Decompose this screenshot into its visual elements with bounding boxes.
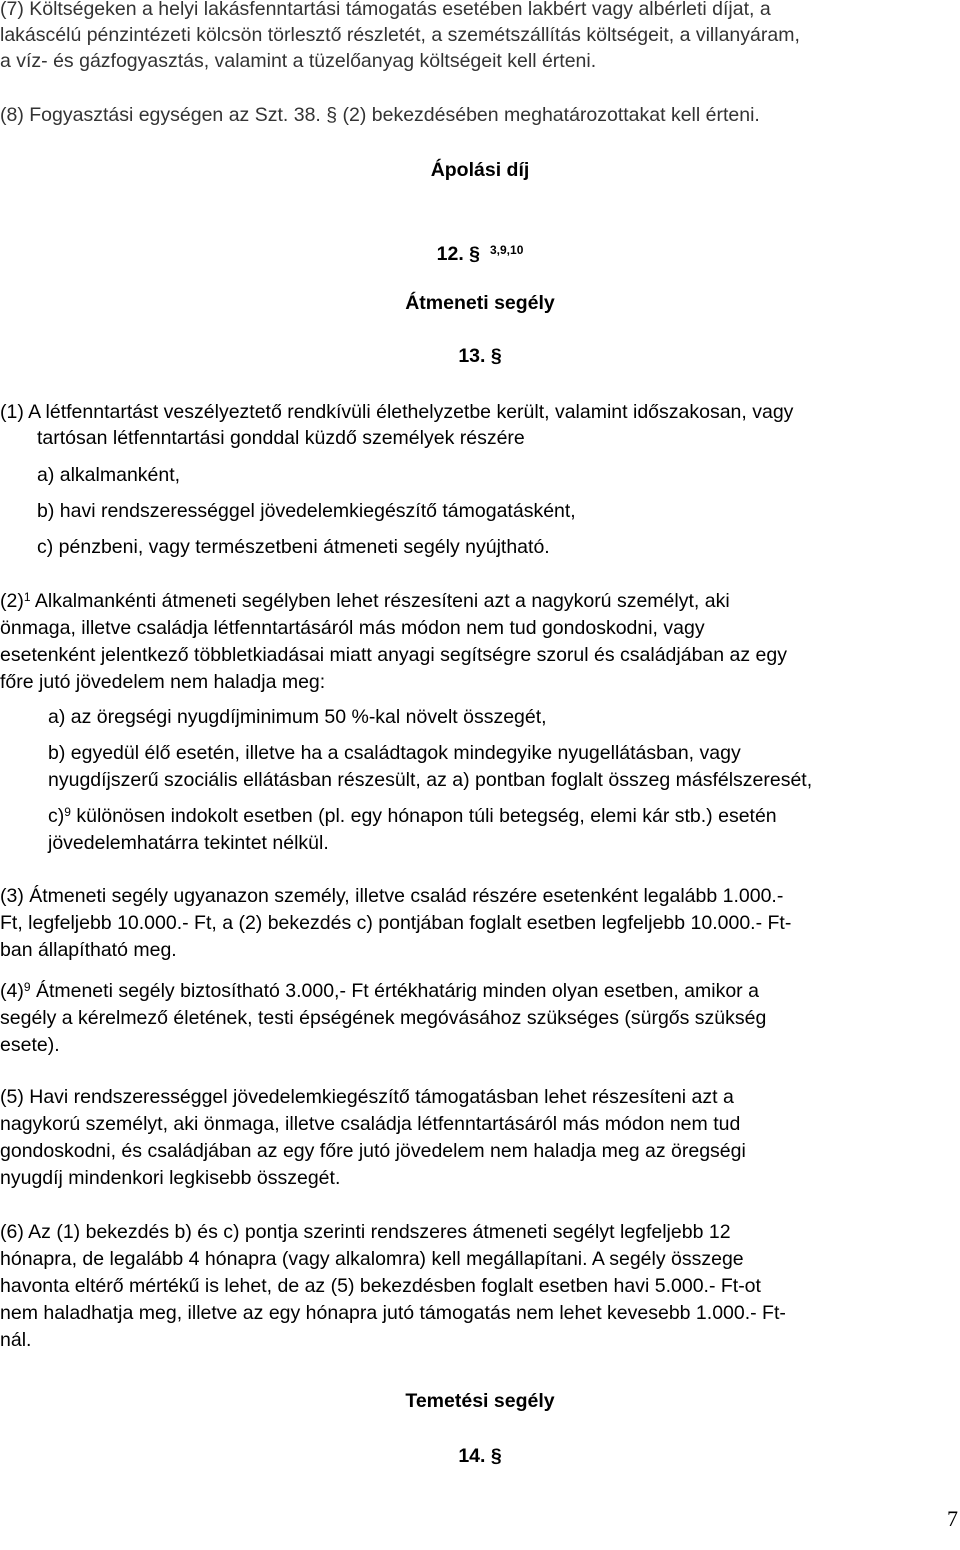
para-13-2-footnote: 1 [23, 590, 31, 604]
para-13-1-line-1: (1) A létfenntartást veszélyeztető rendkívüli élethelyzetbe került, valamint időszakosan, vagy [0, 401, 794, 423]
section-12-footnote: 3,9,10 [490, 243, 524, 257]
para-13-1-item-c: c) pénzbeni, vagy természetbeni átmeneti segély nyújtható. [37, 536, 550, 558]
heading-temetesi-segely: Temetési segély [405, 1390, 555, 1412]
para-13-2-item-c-footnote: 9 [64, 805, 71, 819]
para-13-6-line-2: hónapra, de legalább 4 hónapra (vagy alkalomra) kell megállapítani. A segély összege [0, 1248, 744, 1270]
page-number: 7 [947, 1506, 958, 1531]
para-13-2-item-c-line-1 [48, 803, 777, 829]
para-13-3-line-2: Ft, legfeljebb 10.000.- Ft, a (2) bekezdés c) pontjában foglalt esetben legfeljebb 10.000.- Ft- [0, 912, 792, 934]
para-7-line-2: lakáscélú pénzintézeti kölcsön törlesztő részletét, a szemétszállítás költségeit, a villanyáram, [0, 24, 800, 46]
para-13-6-line-5: nál. [0, 1329, 32, 1351]
para-13-4-line-3: esete). [0, 1034, 60, 1056]
para-7-line-3: a víz- és gázfogyasztás, valamint a tüzelőanyag költségeit kell érteni. [0, 50, 597, 72]
para-13-4-line-2: segély a kérelmező életének, testi épségének megóvásához szükséges (sürgős szükség [0, 1007, 767, 1029]
para-8: (8) Fogyasztási egységen az Szt. 38. § (2) bekezdésében meghatározottakat kell érteni. [0, 104, 760, 126]
section-12-number: 12. § [436, 243, 480, 265]
para-13-2-line-2: önmaga, illetve családja létfenntartásáról más módon nem tud gondoskodni, vagy [0, 617, 705, 639]
para-13-4-line-1 [0, 978, 759, 1004]
para-13-2-item-b-line-1: b) egyedül élő esetén, illetve ha a családtagok mindegyike nyugellátásban, vagy [48, 742, 741, 764]
para-13-2-label: (2) [0, 590, 24, 612]
para-13-3-line-3: ban állapítható meg. [0, 939, 177, 961]
para-13-5-line-2: nagykorú személyt, aki önmaga, illetve családja létfenntartásáról más módon nem tud [0, 1113, 741, 1135]
para-13-1-item-b: b) havi rendszerességgel jövedelemkiegészítő támogatásként, [37, 500, 576, 522]
para-7-line-1: (7) Költségeken a helyi lakásfenntartási támogatás esetében lakbért vagy albérleti díjat, a [0, 0, 771, 20]
para-13-1-item-a: a) alkalmanként, [37, 464, 181, 486]
para-13-5-line-3: gondoskodni, és családjában az egy főre jutó jövedelem nem haladja meg az öregségi [0, 1140, 746, 1162]
heading-apolasi-dij: Ápolási díj [430, 159, 530, 181]
para-13-2-line-3: esetenként jelentkező többletkiadásai miatt anyagi segítségre szorul és családjában az egy [0, 644, 787, 666]
para-13-2-item-c-line-2: jövedelemhatárra tekintet nélkül. [48, 832, 329, 854]
para-13-6-line-3: havonta eltérő mértékű is lehet, de az (5) bekezdésben foglalt esetben havi 5.000.- Ft-ot [0, 1275, 761, 1297]
section-13: 13. § [458, 345, 502, 367]
para-13-2-item-c-text: különösen indokolt esetben (pl. egy hónapon túli betegség, elemi kár stb.) esetén [70, 805, 777, 827]
para-13-2-item-a: a) az öregségi nyugdíjminimum 50 %-kal növelt összegét, [48, 706, 547, 728]
section-14: 14. § [458, 1445, 502, 1467]
para-13-6-line-1: (6) Az (1) bekezdés b) és c) pontja szerinti rendszeres átmeneti segélyt legfeljebb 12 [0, 1221, 731, 1243]
section-12 [0, 241, 960, 267]
para-13-3-line-1: (3) Átmeneti segély ugyanazon személy, illetve család részére esetenként legalább 1.000.- [0, 885, 784, 907]
para-13-2-item-c-label: c) [48, 805, 65, 827]
para-13-4-footnote: 9 [23, 980, 31, 994]
para-13-2-line-1 [0, 588, 730, 614]
heading-atmeneti-segely: Átmeneti segély [405, 292, 555, 314]
para-13-4-text: Átmeneti segély biztosítható 3.000,- Ft értékhatárig minden olyan esetben, amikor a [30, 980, 759, 1002]
para-13-6-line-4: nem haladhatja meg, illetve az egy hónapra jutó támogatás nem lehet kevesebb 1.000.- Ft- [0, 1302, 786, 1324]
para-13-5-line-4: nyugdíj mindenkori legkisebb összegét. [0, 1167, 341, 1189]
para-13-2-line-4: főre jutó jövedelem nem haladja meg: [0, 671, 326, 693]
para-13-5-line-1: (5) Havi rendszerességgel jövedelemkiegészítő támogatásban lehet részesíteni azt a [0, 1086, 734, 1108]
para-13-2-item-b-line-2: nyugdíjszerű szociális ellátásban részesült, az a) pontban foglalt összeg másfélszeresét, [48, 769, 813, 791]
para-13-1-line-2: tartósan létfenntartási gonddal küzdő személyek részére [37, 427, 525, 449]
para-13-4-label: (4) [0, 980, 24, 1002]
para-13-2-text: Alkalmankénti átmeneti segélyben lehet részesíteni azt a nagykorú személyt, aki [30, 590, 730, 612]
